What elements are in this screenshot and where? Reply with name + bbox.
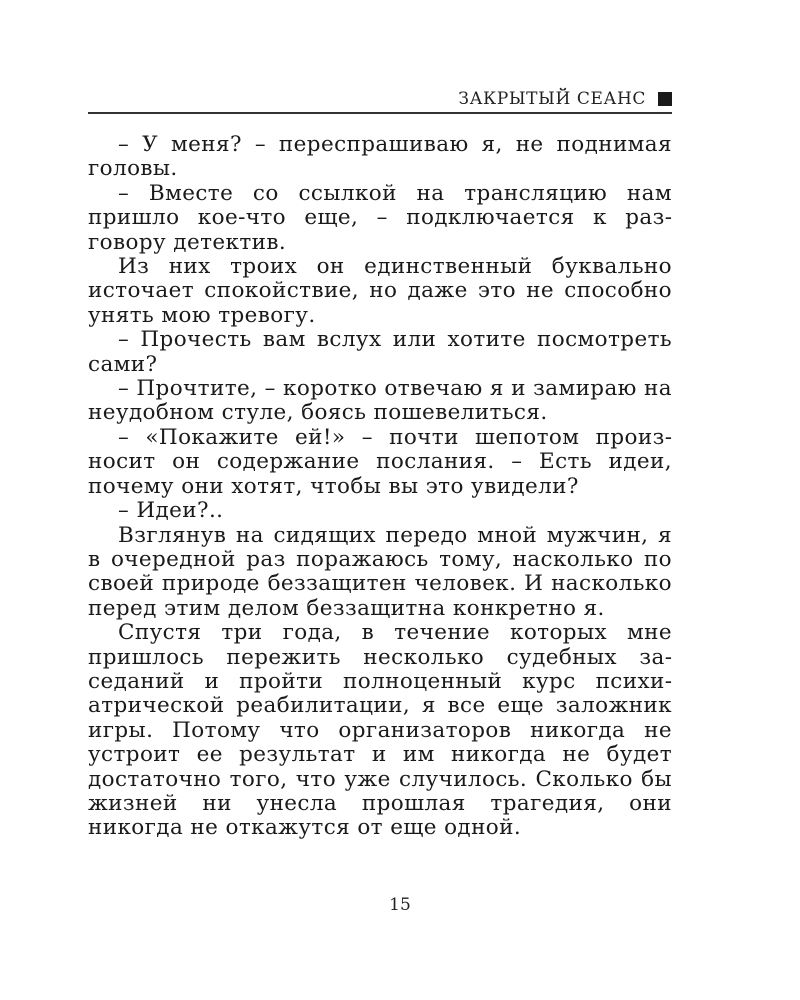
paragraph: – Вместе со ссылкой на трансляцию нам пришло кое-что еще, – подключается к разговору детектив. [88,180,672,255]
paragraph: Взглянув на сидящих передо мной мужчин, я в очередной раз поражаюсь тому, насколько по своей природе беззащитен человек. И насколько перед этим делом беззащитна конкретно я. [88,522,672,621]
paragraph: Из них троих он единственный буквально источает спокойствие, но даже это не способно унять мою тревогу. [88,254,672,328]
paragraph: – Идеи?.. [118,498,224,524]
paragraph: – «Покажите ей!» – почти шепотом произносит он содержание послания. – Есть идеи, почему они хотят, чтобы вы это увидели? [88,424,672,499]
black-square-icon [658,92,672,106]
running-head [88,87,672,111]
body-text [88,133,672,841]
paragraph: Спустя три года, в течение которых мне пришлось пережить несколько судебных заседаний и пройти полноценный курс психиатрической реабилитации, я все еще заложник игры. Потому что организаторов никогда не устроит ее результат и им никогда не будет достаточно того, что уже случилось. Сколько бы жизней ни унесла прошлая трагедия, они никогда не откажутся от еще одной. [88,620,672,841]
page-number: 15 [389,895,411,915]
paragraph: – Прочтите, – коротко отвечаю я и замираю на неудобном стуле, боясь пошевелиться. [88,376,672,426]
header-divider [88,112,672,114]
paragraph: – У меня? – переспрашиваю я, не поднимая головы. [88,132,672,182]
paragraph: – Прочесть вам вслух или хотите посмотреть сами? [88,327,672,377]
running-head-title: ЗАКРЫТЫЙ СЕАНС [458,89,646,109]
